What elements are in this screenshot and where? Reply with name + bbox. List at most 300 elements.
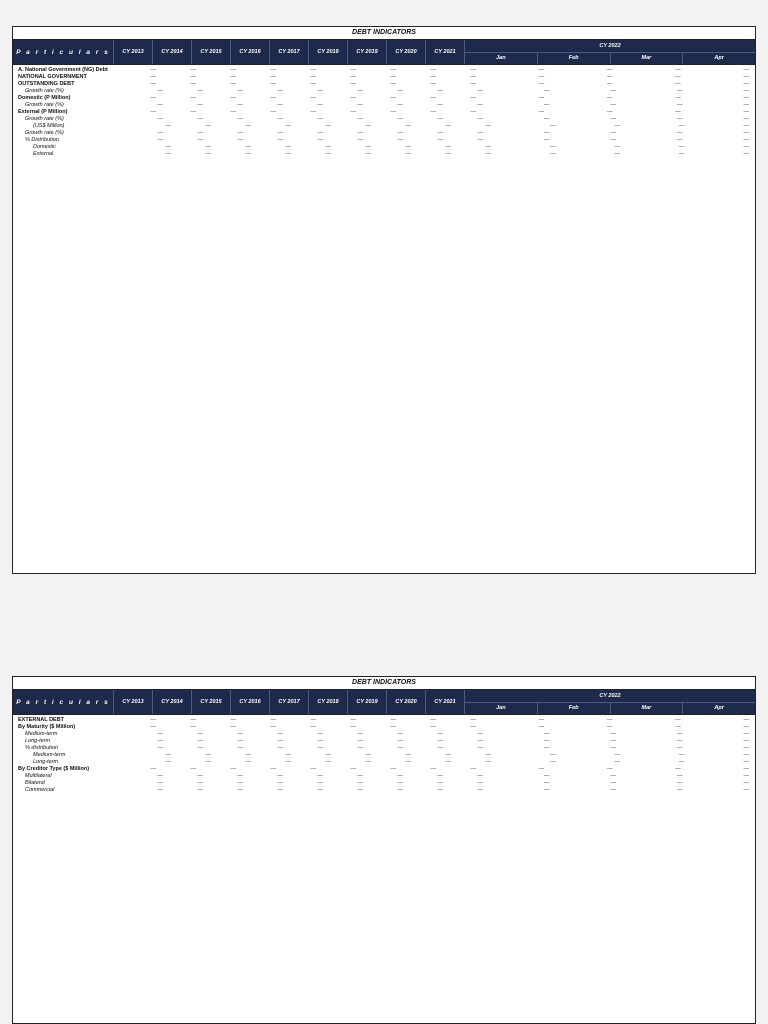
- year-header: CY 2016: [230, 40, 269, 64]
- row-label: By Maturity ($ Million): [18, 724, 76, 730]
- year-header: CY 2018: [308, 690, 347, 714]
- value-cell: —: [677, 738, 683, 744]
- page-title: DEBT INDICATORS: [13, 27, 755, 40]
- value-cell: —: [245, 759, 251, 765]
- value-cell: —: [437, 88, 443, 94]
- debt-indicators-page-2: [12, 676, 756, 1024]
- debt-indicators-page-1: [12, 26, 756, 574]
- value-cell: —: [405, 123, 411, 129]
- value-cell: —: [437, 731, 443, 737]
- value-cell: —: [310, 74, 316, 80]
- value-cell: —: [477, 787, 483, 793]
- value-cell: —: [325, 752, 331, 758]
- value-cell: —: [675, 717, 681, 723]
- value-cell: —: [237, 738, 243, 744]
- value-cell: —: [544, 116, 550, 122]
- value-cell: —: [675, 109, 681, 115]
- value-cell: —: [237, 745, 243, 751]
- table-row: [17, 137, 751, 144]
- value-cell: —: [743, 123, 749, 129]
- value-cell: —: [397, 88, 403, 94]
- value-cell: —: [390, 766, 396, 772]
- value-cell: —: [397, 116, 403, 122]
- value-cell: —: [270, 724, 276, 730]
- table-row: [17, 766, 751, 773]
- value-cell: —: [365, 752, 371, 758]
- value-cell: —: [550, 151, 556, 157]
- value-cell: —: [325, 123, 331, 129]
- value-cell: —: [270, 109, 276, 115]
- year-columns: [113, 40, 755, 64]
- value-cell: —: [365, 123, 371, 129]
- value-cell: —: [365, 144, 371, 150]
- value-cell: —: [538, 717, 545, 723]
- table-row: [17, 780, 751, 787]
- value-cell: —: [157, 88, 163, 94]
- value-cell: —: [277, 787, 283, 793]
- value-cell: —: [390, 74, 396, 80]
- value-cell: —: [150, 766, 156, 772]
- table-row: [17, 130, 751, 137]
- value-cell: —: [437, 745, 443, 751]
- value-cell: —: [190, 95, 196, 101]
- value-cell: —: [610, 102, 616, 108]
- value-cell: —: [743, 745, 749, 751]
- value-cell: —: [277, 88, 283, 94]
- year-header: CY 2017: [269, 690, 308, 714]
- value-cell: —: [679, 752, 685, 758]
- value-cell: —: [317, 780, 323, 786]
- value-cell: —: [477, 731, 483, 737]
- value-cell: —: [325, 759, 331, 765]
- row-label: Long-term: [25, 738, 51, 744]
- table-row: [17, 81, 751, 88]
- cy2022-label: CY 2022: [465, 40, 755, 53]
- value-cell: —: [197, 773, 203, 779]
- year-header: CY 2015: [191, 40, 230, 64]
- value-cell: —: [150, 717, 156, 723]
- value-cell: —: [675, 81, 681, 87]
- value-cell: —: [270, 95, 276, 101]
- value-cell: —: [205, 144, 211, 150]
- value-cell: —: [405, 759, 411, 765]
- value-cell: —: [317, 102, 323, 108]
- value-cell: —: [270, 81, 276, 87]
- value-cell: —: [397, 745, 403, 751]
- year-header: CY 2020: [386, 40, 425, 64]
- value-cell: —: [317, 731, 323, 737]
- value-cell: —: [277, 773, 283, 779]
- value-cell: —: [538, 109, 545, 115]
- value-cell: —: [743, 766, 749, 772]
- value-cell: —: [445, 759, 451, 765]
- value-cell: —: [230, 717, 236, 723]
- value-cell: —: [397, 738, 403, 744]
- value-cell: —: [150, 67, 156, 73]
- value-cell: —: [477, 738, 483, 744]
- value-cell: —: [277, 130, 283, 136]
- value-cell: —: [610, 137, 616, 143]
- value-cell: —: [538, 95, 545, 101]
- value-cell: —: [157, 738, 163, 744]
- value-cell: —: [230, 724, 236, 730]
- table-row: [17, 731, 751, 738]
- value-cell: —: [743, 95, 749, 101]
- value-cell: —: [317, 137, 323, 143]
- value-cell: —: [607, 95, 613, 101]
- value-cell: —: [477, 137, 483, 143]
- value-cell: —: [445, 144, 451, 150]
- value-cell: —: [245, 151, 251, 157]
- value-cell: —: [679, 151, 685, 157]
- value-cell: —: [743, 67, 749, 73]
- value-cell: —: [544, 88, 550, 94]
- year-header: CY 2021: [425, 690, 464, 714]
- table-body: [13, 715, 755, 796]
- value-cell: —: [165, 759, 171, 765]
- value-cell: —: [675, 724, 681, 730]
- value-cell: —: [743, 88, 749, 94]
- value-cell: —: [325, 144, 331, 150]
- year-header: CY 2020: [386, 690, 425, 714]
- value-cell: —: [190, 74, 196, 80]
- value-cell: —: [357, 745, 363, 751]
- value-cell: —: [350, 95, 356, 101]
- value-cell: —: [285, 123, 291, 129]
- value-cell: —: [157, 102, 163, 108]
- value-cell: —: [743, 116, 749, 122]
- value-cell: —: [150, 109, 156, 115]
- value-cell: —: [485, 144, 491, 150]
- particulars-header: P a r t i c u l a r s: [16, 698, 110, 706]
- value-cell: —: [310, 766, 316, 772]
- value-cell: —: [430, 95, 436, 101]
- value-cell: —: [743, 773, 749, 779]
- value-cell: —: [544, 745, 550, 751]
- table-row: [17, 95, 751, 102]
- value-cell: —: [237, 731, 243, 737]
- value-cell: —: [165, 752, 171, 758]
- value-cell: —: [743, 130, 749, 136]
- value-cell: —: [317, 773, 323, 779]
- value-cell: —: [285, 151, 291, 157]
- value-cell: —: [357, 773, 363, 779]
- value-cell: —: [197, 137, 203, 143]
- month-header: Jan: [496, 705, 506, 712]
- value-cell: —: [237, 787, 243, 793]
- row-label: Domestic (P Million): [18, 95, 71, 101]
- value-cell: —: [607, 717, 613, 723]
- value-cell: —: [675, 74, 681, 80]
- value-cell: —: [190, 724, 196, 730]
- value-cell: —: [470, 74, 476, 80]
- table-row: [17, 787, 751, 794]
- table-row: [17, 724, 751, 731]
- value-cell: —: [430, 109, 436, 115]
- value-cell: —: [743, 787, 749, 793]
- value-cell: —: [237, 137, 243, 143]
- value-cell: —: [237, 88, 243, 94]
- value-cell: —: [743, 151, 749, 157]
- value-cell: —: [357, 130, 363, 136]
- value-cell: —: [405, 752, 411, 758]
- value-cell: —: [430, 74, 436, 80]
- value-cell: —: [607, 109, 613, 115]
- year-header: CY 2015: [191, 690, 230, 714]
- value-cell: —: [677, 116, 683, 122]
- table-row: [17, 123, 751, 130]
- value-cell: —: [743, 759, 749, 765]
- value-cell: —: [614, 752, 620, 758]
- row-label: Growth rate (%): [25, 130, 64, 136]
- row-label: EXTERNAL DEBT: [18, 717, 65, 723]
- row-label: A. National Government (NG) Debt: [18, 67, 108, 73]
- value-cell: —: [397, 731, 403, 737]
- value-cell: —: [544, 787, 550, 793]
- value-cell: —: [390, 81, 396, 87]
- value-cell: —: [190, 81, 196, 87]
- value-cell: —: [350, 766, 356, 772]
- table-row: [17, 88, 751, 95]
- value-cell: —: [538, 81, 545, 87]
- value-cell: —: [430, 766, 436, 772]
- value-cell: —: [677, 102, 683, 108]
- value-cell: —: [538, 724, 545, 730]
- value-cell: —: [470, 95, 476, 101]
- month-header: Apr: [682, 703, 755, 715]
- table-row: [17, 717, 751, 724]
- value-cell: —: [317, 738, 323, 744]
- value-cell: —: [157, 773, 163, 779]
- row-label: External (P Million): [18, 109, 68, 115]
- value-cell: —: [277, 780, 283, 786]
- value-cell: —: [317, 787, 323, 793]
- value-cell: —: [390, 95, 396, 101]
- value-cell: —: [197, 731, 203, 737]
- value-cell: —: [365, 151, 371, 157]
- value-cell: —: [610, 738, 616, 744]
- value-cell: —: [677, 137, 683, 143]
- year-header: CY 2018: [308, 40, 347, 64]
- value-cell: —: [607, 766, 613, 772]
- value-cell: —: [245, 144, 251, 150]
- value-cell: —: [270, 717, 276, 723]
- value-cell: —: [445, 123, 451, 129]
- row-label: Medium-term: [25, 731, 58, 737]
- value-cell: —: [190, 717, 196, 723]
- value-cell: —: [743, 102, 749, 108]
- value-cell: —: [614, 151, 620, 157]
- value-cell: —: [679, 759, 685, 765]
- value-cell: —: [544, 738, 550, 744]
- value-cell: —: [237, 116, 243, 122]
- value-cell: —: [270, 74, 276, 80]
- month-header: Feb: [537, 53, 610, 65]
- value-cell: —: [677, 780, 683, 786]
- value-cell: —: [277, 738, 283, 744]
- value-cell: —: [477, 88, 483, 94]
- value-cell: —: [544, 731, 550, 737]
- value-cell: —: [437, 102, 443, 108]
- value-cell: —: [390, 724, 396, 730]
- table-row: [17, 738, 751, 745]
- value-cell: —: [437, 780, 443, 786]
- value-cell: —: [365, 759, 371, 765]
- cy2022-header: [464, 40, 755, 64]
- cy2022-header: [464, 690, 755, 714]
- value-cell: —: [197, 745, 203, 751]
- value-cell: —: [437, 137, 443, 143]
- value-cell: —: [544, 780, 550, 786]
- value-cell: —: [157, 116, 163, 122]
- value-cell: —: [485, 759, 491, 765]
- month-header: Jan: [496, 55, 506, 62]
- value-cell: —: [157, 130, 163, 136]
- value-cell: —: [357, 780, 363, 786]
- value-cell: —: [310, 67, 316, 73]
- value-cell: —: [430, 717, 436, 723]
- value-cell: —: [237, 773, 243, 779]
- value-cell: —: [205, 752, 211, 758]
- value-cell: —: [270, 67, 276, 73]
- value-cell: —: [550, 144, 556, 150]
- row-label: Medium-term: [33, 752, 66, 758]
- value-cell: —: [310, 717, 316, 723]
- value-cell: —: [277, 745, 283, 751]
- value-cell: —: [237, 780, 243, 786]
- value-cell: —: [157, 787, 163, 793]
- row-label: By Creditor Type ($ Million): [18, 766, 90, 772]
- value-cell: —: [397, 773, 403, 779]
- value-cell: —: [743, 717, 749, 723]
- table-header: [13, 690, 755, 715]
- value-cell: —: [610, 116, 616, 122]
- value-cell: —: [430, 81, 436, 87]
- value-cell: —: [150, 95, 156, 101]
- value-cell: —: [538, 74, 545, 80]
- value-cell: —: [325, 151, 331, 157]
- value-cell: —: [310, 95, 316, 101]
- value-cell: —: [610, 88, 616, 94]
- row-label: Long-term: [33, 759, 59, 765]
- row-label: External: [33, 151, 54, 157]
- month-header: Apr: [682, 53, 755, 65]
- value-cell: —: [437, 773, 443, 779]
- value-cell: —: [470, 724, 476, 730]
- value-cell: —: [237, 130, 243, 136]
- table-row: [17, 151, 751, 158]
- value-cell: —: [470, 109, 476, 115]
- year-columns: [113, 690, 755, 714]
- value-cell: —: [675, 67, 681, 73]
- value-cell: —: [165, 151, 171, 157]
- row-label: Growth rate (%): [25, 88, 64, 94]
- value-cell: —: [477, 116, 483, 122]
- value-cell: —: [437, 787, 443, 793]
- row-label: NATIONAL GOVERNMENT: [18, 74, 87, 80]
- value-cell: —: [550, 759, 556, 765]
- year-header: CY 2019: [347, 690, 386, 714]
- value-cell: —: [357, 116, 363, 122]
- value-cell: —: [390, 717, 396, 723]
- table-row: [17, 773, 751, 780]
- table-row: [17, 67, 751, 74]
- row-label: Domestic: [33, 144, 56, 150]
- value-cell: —: [607, 724, 613, 730]
- value-cell: —: [157, 137, 163, 143]
- value-cell: —: [197, 116, 203, 122]
- value-cell: —: [679, 144, 685, 150]
- value-cell: —: [743, 738, 749, 744]
- value-cell: —: [405, 144, 411, 150]
- value-cell: —: [614, 123, 620, 129]
- value-cell: —: [285, 144, 291, 150]
- value-cell: —: [610, 773, 616, 779]
- value-cell: —: [405, 151, 411, 157]
- value-cell: —: [150, 724, 156, 730]
- value-cell: —: [397, 130, 403, 136]
- value-cell: —: [310, 109, 316, 115]
- value-cell: —: [150, 81, 156, 87]
- value-cell: —: [357, 137, 363, 143]
- row-label: Growth rate (%): [25, 116, 64, 122]
- table-row: [17, 144, 751, 151]
- value-cell: —: [270, 766, 276, 772]
- value-cell: —: [230, 766, 236, 772]
- value-cell: —: [317, 116, 323, 122]
- table-row: [17, 752, 751, 759]
- year-header: CY 2021: [425, 40, 464, 64]
- value-cell: —: [614, 144, 620, 150]
- value-cell: —: [277, 102, 283, 108]
- value-cell: —: [397, 137, 403, 143]
- value-cell: —: [544, 773, 550, 779]
- value-cell: —: [397, 102, 403, 108]
- value-cell: —: [157, 780, 163, 786]
- value-cell: —: [485, 752, 491, 758]
- value-cell: —: [445, 752, 451, 758]
- value-cell: —: [350, 109, 356, 115]
- year-header: CY 2019: [347, 40, 386, 64]
- value-cell: —: [538, 67, 545, 73]
- value-cell: —: [197, 102, 203, 108]
- value-cell: —: [743, 144, 749, 150]
- value-cell: —: [544, 102, 550, 108]
- value-cell: —: [230, 67, 236, 73]
- value-cell: —: [677, 731, 683, 737]
- value-cell: —: [677, 787, 683, 793]
- month-header: Mar: [610, 53, 683, 65]
- value-cell: —: [743, 724, 749, 730]
- value-cell: —: [397, 787, 403, 793]
- value-cell: —: [285, 759, 291, 765]
- value-cell: —: [190, 67, 196, 73]
- value-cell: —: [610, 780, 616, 786]
- value-cell: —: [485, 123, 491, 129]
- value-cell: —: [743, 780, 749, 786]
- value-cell: —: [485, 151, 491, 157]
- table-row: [17, 102, 751, 109]
- value-cell: —: [197, 130, 203, 136]
- value-cell: —: [470, 717, 476, 723]
- value-cell: —: [277, 731, 283, 737]
- value-cell: —: [350, 81, 356, 87]
- value-cell: —: [165, 144, 171, 150]
- row-label: % Distribution: [25, 137, 59, 143]
- table-row: [17, 109, 751, 116]
- value-cell: —: [150, 74, 156, 80]
- value-cell: —: [357, 731, 363, 737]
